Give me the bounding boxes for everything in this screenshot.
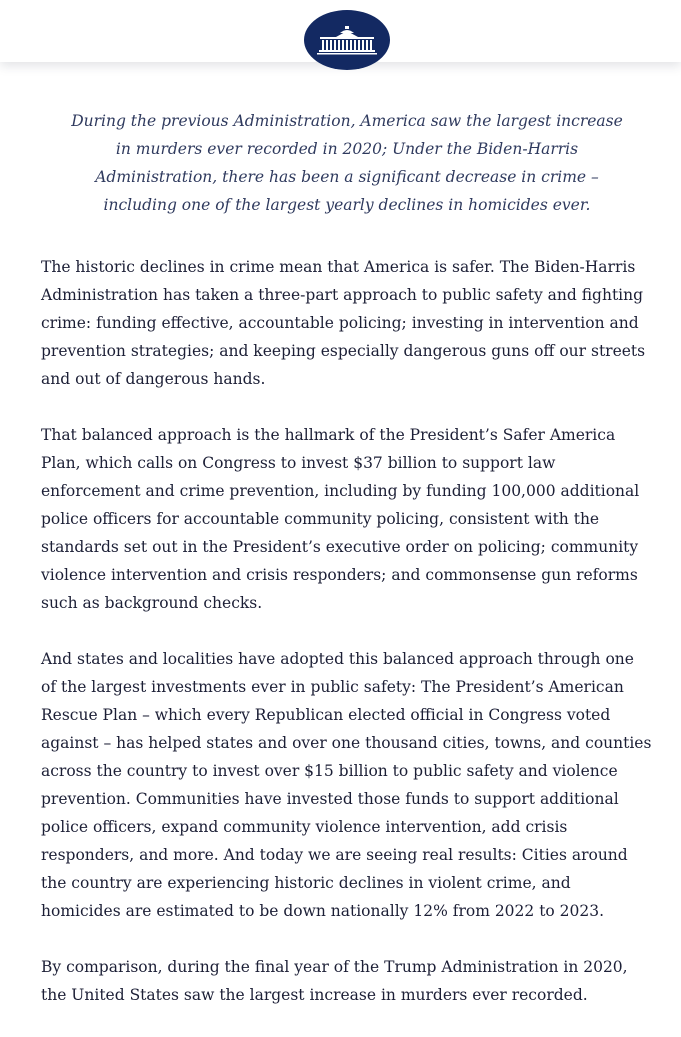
article-body	[41, 107, 653, 1037]
white-house-seal-icon	[316, 23, 378, 57]
article-paragraph: By comparison, during the final year of the Trump Administration in 2020, the United States saw the largest increase in murders ever recorded.	[41, 958, 628, 1004]
article-paragraph: The historic declines in crime mean that America is safer. The Biden-Harris Administration has taken a three-part approach to public safety and fighting crime: funding effective, accountable policing; investing in intervention and prevention strategies; and keeping especially dangerous guns off our streets and out of dangerous hands.	[41, 258, 646, 388]
article-paragraph: That balanced approach is the hallmark of the President’s Safer America Plan, which calls on Congress to invest $37 billion to support law enforcement and crime prevention, including by funding 100,000 additional police officers for accountable community policing, consistent with the standards set out in the President’s executive order on policing; community violence intervention and crisis responders; and commonsense gun reforms such as background checks.	[41, 426, 640, 612]
article-paragraph: And states and localities have adopted this balanced approach through one of the largest investments ever in public safety: The President’s American Rescue Plan – which every Republican elected official in Congress voted against – has helped states and over one thousand cities, towns, and counties across the country to invest over $15 billion to public safety and violence prevention. Communities have invested those funds to support additional police officers, expand community violence intervention, add crisis responders, and more. And today we are seeing real results: Cities around the country are experiencing historic declines in violent crime, and homicides are estimated to be down nationally 12% from 2022 to 2023.	[41, 650, 652, 920]
white-house-logo[interactable]	[304, 10, 390, 70]
article-lede: During the previous Administration, America saw the largest increase in murders ever recorded in 2020; Under the Biden-Harris Administration, there has been a significant decrease in crime – including one of the largest yearly declines in homicides ever.	[71, 112, 623, 214]
